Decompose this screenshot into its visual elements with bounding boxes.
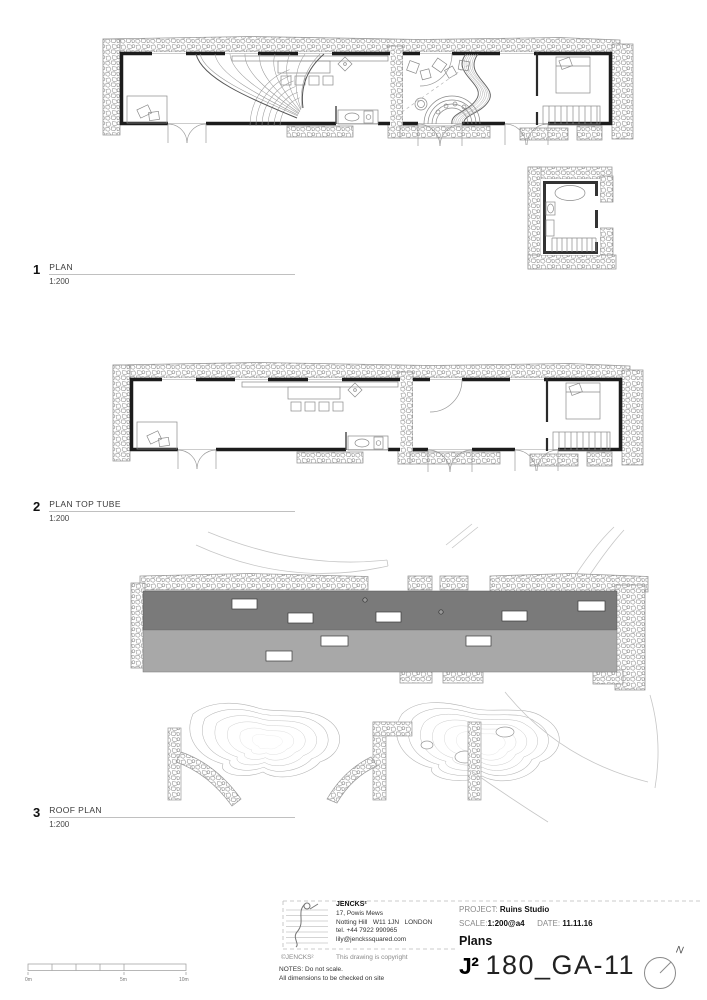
logo-sketch: [286, 903, 328, 947]
plan-1-drawing: [103, 37, 633, 270]
scale-bar-label-0: 0m: [25, 977, 32, 983]
notes-line1: NOTES: Do not scale.: [279, 966, 343, 973]
drawing-title-1: PLAN: [49, 263, 295, 275]
north-arrow: [645, 958, 676, 989]
scale-bar-label-1: 5m: [120, 977, 127, 983]
sheet-drawing-number: 180_GA-11: [485, 950, 636, 980]
copyright-mark: ©JENCKS²: [281, 954, 314, 961]
project-label: PROJECT:: [459, 905, 498, 914]
outbuilding-plan: [528, 167, 616, 269]
drawing-label-3: [33, 806, 295, 829]
notes-line2: All dimensions to be checked on site: [279, 975, 385, 982]
project-name: Ruins Studio: [499, 905, 550, 914]
firm-address-line2: Notting Hill W11 1JN LONDON: [336, 918, 433, 926]
roof-plan-drawing: [131, 524, 658, 822]
drawing-number-1: 1: [33, 262, 41, 277]
date-value: 11.11.16: [562, 919, 593, 928]
scale-value: 1:200@a4: [487, 919, 525, 928]
drawing-scale-3: 1:200: [49, 820, 70, 829]
copyright-note: This drawing is copyright: [336, 954, 408, 961]
drawing-label-2: [33, 500, 295, 523]
sheet-title: Plans: [459, 934, 493, 948]
plan-2-drawing: [113, 363, 643, 781]
firm-name: JENCKS²: [336, 901, 367, 908]
drawing-label-1: [33, 263, 295, 286]
drawing-title-3: ROOF PLAN: [49, 806, 295, 818]
firm-phone: tel. +44 7922 990965: [336, 927, 398, 934]
scale-date-row: [459, 919, 593, 928]
drawing-number-2: 2: [33, 499, 41, 514]
scale-label: SCALE:: [459, 919, 488, 928]
logo-mark: J²: [459, 953, 479, 979]
tube-contours-left: [190, 703, 340, 777]
drawing-title-2: PLAN TOP TUBE: [49, 500, 295, 512]
drawing-scale-2: 1:200: [49, 514, 70, 523]
firm-email: lily@jenckssquared.com: [336, 935, 407, 943]
firm-address-line1: 17, Powis Mews: [336, 910, 383, 917]
drawing-number-3: 3: [33, 805, 41, 820]
date-label: DATE:: [537, 919, 561, 928]
scale-bar-graphic: [28, 964, 186, 975]
drawing-scale-1: 1:200: [49, 277, 70, 286]
scale-bar-label-2: 10m: [179, 977, 189, 983]
north-label: N: [675, 944, 685, 957]
project-row: [459, 905, 549, 914]
drawing-number-row: [459, 950, 635, 981]
